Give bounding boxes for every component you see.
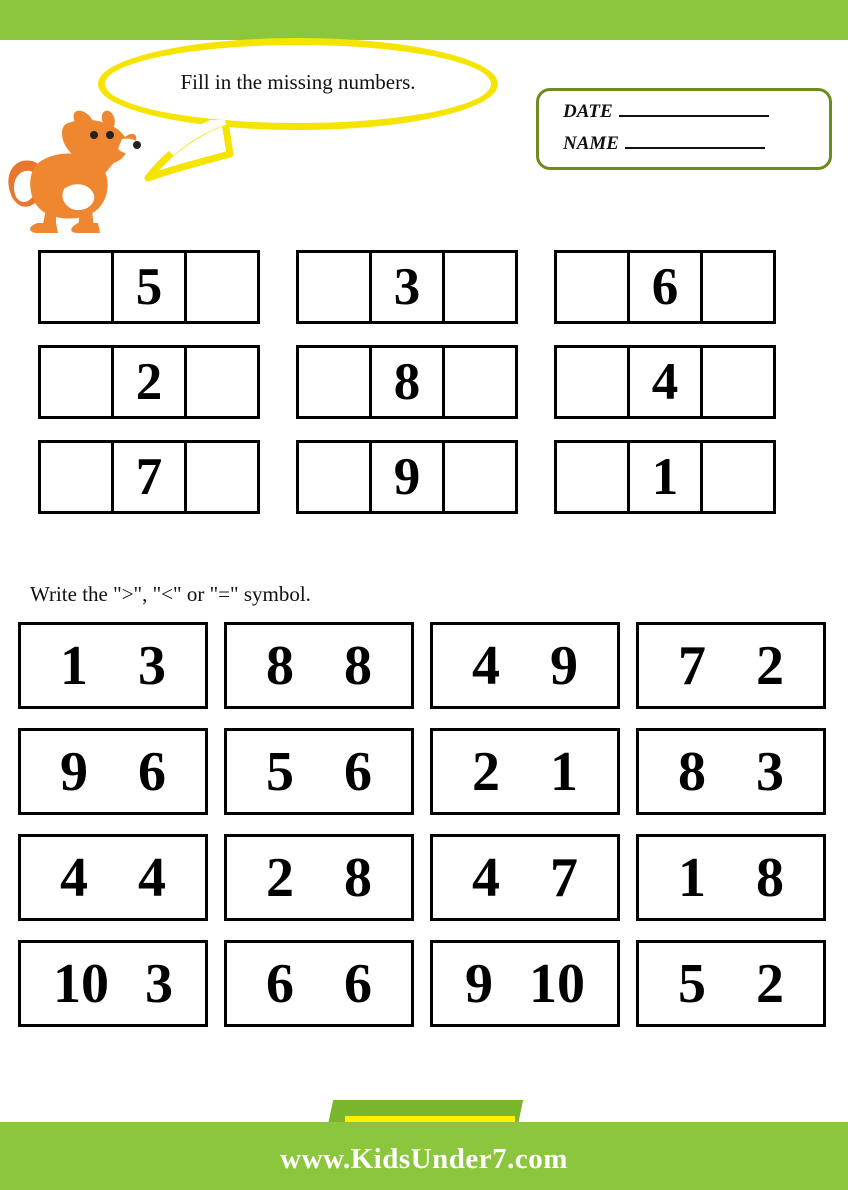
name-field-row: [563, 133, 765, 155]
comparison-box[interactable]: [224, 622, 414, 709]
comparison-right-number: 2: [756, 952, 784, 1015]
sequence-cell-blank[interactable]: [700, 250, 776, 324]
comparison-right-number: 8: [344, 846, 372, 909]
comparison-right-number: 3: [756, 740, 784, 803]
comparison-right-number: 10: [529, 952, 585, 1015]
comparison-box[interactable]: [636, 834, 826, 921]
comparison-left-number: 8: [678, 740, 706, 803]
sequence-cell-given: 6: [627, 250, 703, 324]
sequence-cell-blank[interactable]: [442, 345, 518, 419]
sequence-strip: [38, 250, 260, 324]
name-label: NAME: [563, 133, 619, 154]
sequence-cell-blank[interactable]: [184, 345, 260, 419]
comparison-right-number: 4: [138, 846, 166, 909]
comparison-box[interactable]: [18, 622, 208, 709]
top-green-bar: [0, 0, 848, 40]
sequence-cell-given: 7: [111, 440, 187, 514]
date-write-line[interactable]: [619, 102, 769, 117]
comparison-right-number: 1: [550, 740, 578, 803]
comparison-right-number: 9: [550, 634, 578, 697]
sequence-cell-blank[interactable]: [554, 345, 630, 419]
sequence-cell-blank[interactable]: [554, 250, 630, 324]
comparison-left-number: 8: [266, 634, 294, 697]
comparison-box[interactable]: [430, 728, 620, 815]
website-footer-label: www.KidsUnder7.com: [280, 1143, 568, 1175]
sequence-cell-blank[interactable]: [442, 440, 518, 514]
comparison-box[interactable]: [636, 728, 826, 815]
sequence-cell-given: 2: [111, 345, 187, 419]
sequence-cell-given: 4: [627, 345, 703, 419]
comparison-right-number: 7: [550, 846, 578, 909]
sequence-cell-blank[interactable]: [554, 440, 630, 514]
sequence-strip: [296, 250, 518, 324]
sequence-strip: [38, 345, 260, 419]
worksheet-instruction-2: Write the ">", "<" or "=" symbol.: [30, 582, 311, 606]
sequence-cell-blank[interactable]: [296, 440, 372, 514]
comparison-right-number: 2: [756, 634, 784, 697]
comparison-right-number: 3: [145, 952, 173, 1015]
comparison-left-number: 4: [472, 634, 500, 697]
comparison-left-number: 4: [472, 846, 500, 909]
sequence-strip: [554, 250, 776, 324]
comparison-box[interactable]: [636, 940, 826, 1027]
comparison-box[interactable]: [430, 940, 620, 1027]
comparison-right-number: 6: [344, 952, 372, 1015]
sequence-strip: [554, 440, 776, 514]
comparison-box[interactable]: [224, 940, 414, 1027]
comparison-left-number: 5: [678, 952, 706, 1015]
comparison-right-number: 3: [138, 634, 166, 697]
comparison-section: [18, 622, 830, 1046]
name-write-line[interactable]: [625, 134, 765, 149]
sequence-cell-given: 9: [369, 440, 445, 514]
comparison-row: [18, 940, 830, 1027]
comparison-right-number: 8: [344, 634, 372, 697]
sequence-cell-blank[interactable]: [184, 440, 260, 514]
sequence-strip: [296, 440, 518, 514]
comparison-right-number: 8: [756, 846, 784, 909]
date-field-row: [563, 101, 769, 123]
comparison-left-number: 5: [266, 740, 294, 803]
sequence-cell-given: 5: [111, 250, 187, 324]
comparison-box[interactable]: [430, 834, 620, 921]
comparison-box[interactable]: [18, 728, 208, 815]
comparison-row: [18, 834, 830, 921]
comparison-left-number: 4: [60, 846, 88, 909]
comparison-left-number: 7: [678, 634, 706, 697]
comparison-box[interactable]: [224, 834, 414, 921]
sequence-cell-blank[interactable]: [700, 440, 776, 514]
comparison-left-number: 9: [60, 740, 88, 803]
sequence-cell-blank[interactable]: [38, 250, 114, 324]
sequence-strip: [554, 345, 776, 419]
sequence-strip: [38, 440, 260, 514]
comparison-left-number: 10: [53, 952, 109, 1015]
sequence-cell-blank[interactable]: [38, 440, 114, 514]
comparison-box[interactable]: [636, 622, 826, 709]
worksheet-instruction-1: Fill in the missing numbers.: [180, 70, 416, 94]
comparison-row: [18, 622, 830, 709]
sequence-cell-given: 3: [369, 250, 445, 324]
comparison-box[interactable]: [430, 622, 620, 709]
sequence-cell-given: 8: [369, 345, 445, 419]
sequence-row: [38, 345, 814, 419]
comparison-left-number: 9: [465, 952, 493, 1015]
comparison-left-number: 1: [678, 846, 706, 909]
comparison-box[interactable]: [224, 728, 414, 815]
fox-mascot-icon: [6, 105, 156, 235]
sequence-cell-blank[interactable]: [700, 345, 776, 419]
sequence-cell-blank[interactable]: [442, 250, 518, 324]
date-label: DATE: [563, 101, 613, 122]
sequence-row: [38, 250, 814, 324]
comparison-right-number: 6: [344, 740, 372, 803]
sequence-strip: [296, 345, 518, 419]
sequence-cell-blank[interactable]: [296, 250, 372, 324]
name-date-box: [536, 88, 832, 170]
comparison-right-number: 6: [138, 740, 166, 803]
sequence-cell-blank[interactable]: [38, 345, 114, 419]
comparison-row: [18, 728, 830, 815]
sequence-row: [38, 440, 814, 514]
sequence-cell-blank[interactable]: [296, 345, 372, 419]
comparison-box[interactable]: [18, 940, 208, 1027]
comparison-box[interactable]: [18, 834, 208, 921]
missing-numbers-section: [38, 250, 814, 535]
sequence-cell-given: 1: [627, 440, 703, 514]
comparison-left-number: 2: [472, 740, 500, 803]
comparison-left-number: 1: [60, 634, 88, 697]
comparison-left-number: 2: [266, 846, 294, 909]
comparison-left-number: 6: [266, 952, 294, 1015]
sequence-cell-blank[interactable]: [184, 250, 260, 324]
